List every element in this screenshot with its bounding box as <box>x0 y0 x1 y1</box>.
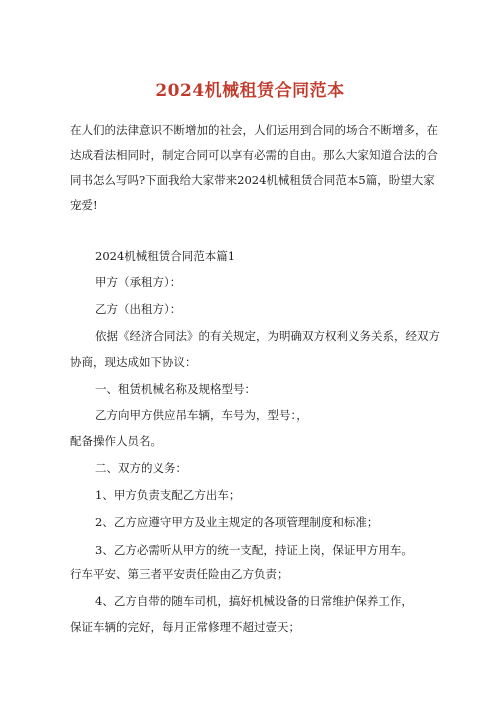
clause2-item: 4、乙方自带的随车司机，搞好机械设备的日常维护保养工作， <box>95 594 413 608</box>
clause2-item: 保证车辆的完好，每月正常修理不超过壹天； <box>70 620 300 634</box>
clause2-item: 行车平安、第三者平安责任险由乙方负责； <box>70 567 289 581</box>
preamble-line: 协商，现达成如下协议： <box>70 355 197 369</box>
intro-line: 宠爱! <box>70 198 98 212</box>
party-b-label: 乙方（出租方）： <box>95 302 182 316</box>
party-a-label: 甲方（承租方）： <box>95 275 182 289</box>
intro-line: 在人们的法律意识不断增加的社会，人们运用到合同的场合不断增多，在 <box>70 123 438 137</box>
clause2-heading: 二、双方的义务： <box>95 461 187 475</box>
section-heading: 2024机械租赁合同范本篇1 <box>95 249 236 263</box>
clause2-item: 2、乙方应遵守甲方及业主规定的各项管理制度和标准； <box>95 515 379 529</box>
clause2-item: 3、乙方必需听从甲方的统一支配，持证上岗，保证甲方用车。 <box>95 543 413 557</box>
clause1-text: 乙方向甲方供应吊车辆，车号为，型号：， <box>95 408 308 422</box>
clause2-item: 1、甲方负责支配乙方出车； <box>95 488 241 502</box>
intro-line: 同书怎么写吗?下面我给大家带来2024机械租赁合同范本5篇，盼望大家 <box>70 173 435 187</box>
document-title: 2024机械租赁合同范本 <box>155 81 345 101</box>
preamble-line: 依据《经济合同法》的有关规定，为明确双方权利义务关系，经双方 <box>95 329 440 343</box>
clause1-heading: 一、租赁机械名称及规格型号： <box>95 382 256 396</box>
intro-line: 达成看法相同时，制定合同可以享有必需的自由。那么大家知道合法的合 <box>70 148 438 162</box>
clause1-text: 配备操作人员名。 <box>70 434 162 448</box>
